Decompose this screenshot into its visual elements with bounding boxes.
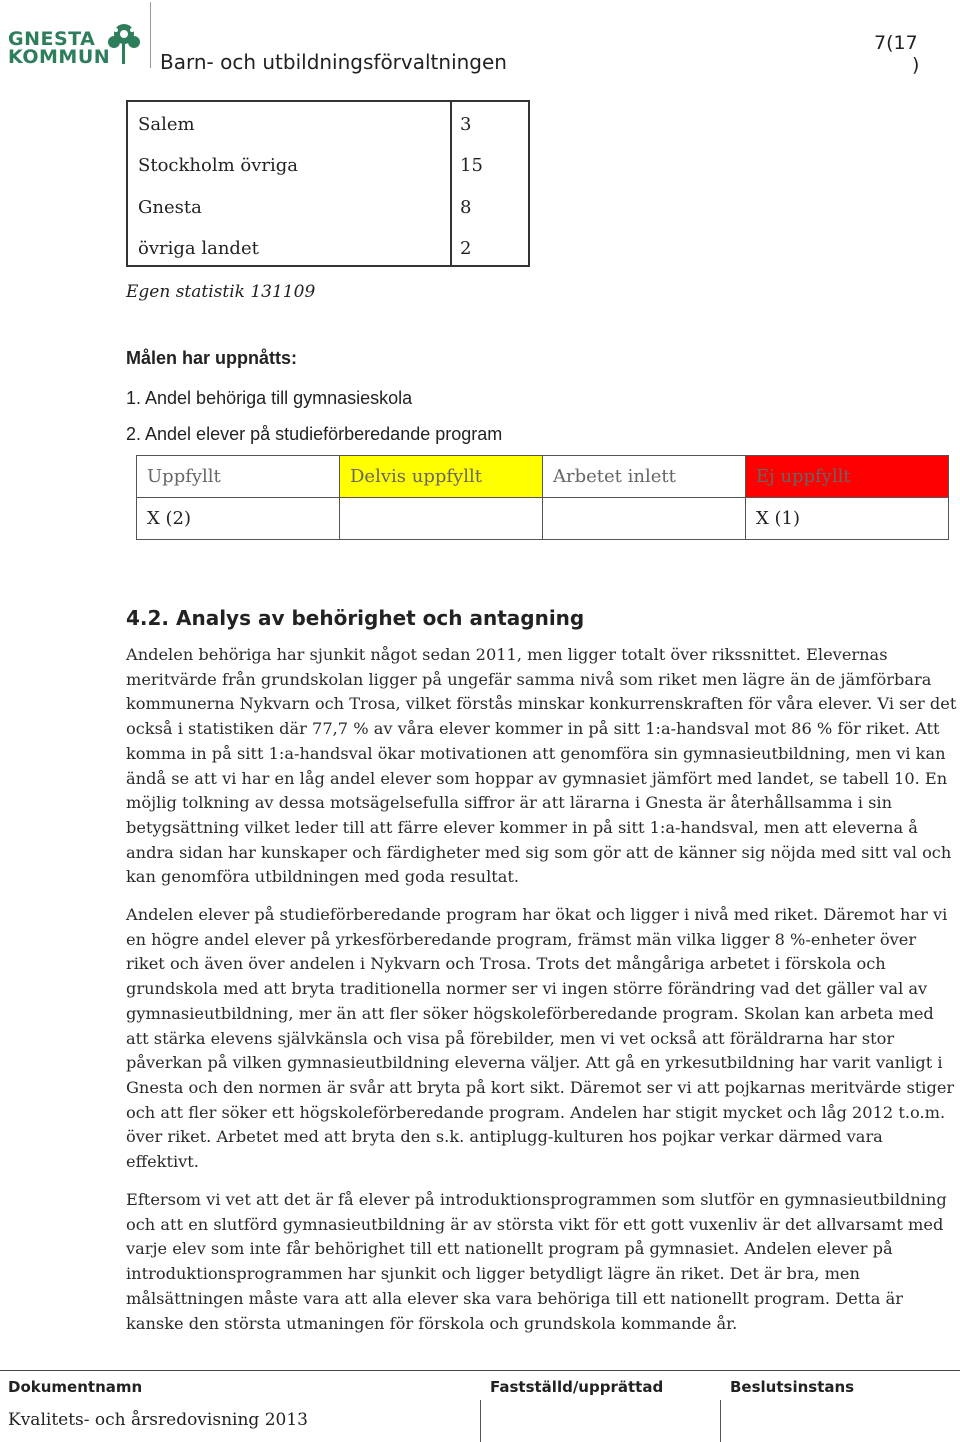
stats-row-value: 8 xyxy=(460,197,472,218)
status-value-started xyxy=(543,498,746,540)
goals-heading: Målen har uppnåtts: xyxy=(126,348,298,368)
footer-divider xyxy=(0,1370,960,1371)
footer-label-authority: Beslutsinstans xyxy=(730,1378,855,1396)
logo-line-2: KOMMUN xyxy=(8,46,111,68)
paragraph: Andelen elever på studieförberedande program har ökat och ligger i nivå med riket. Däremot har vi en högre andel elever på yrkesförberedande program, främst män vilka ligger 8 %-enheter över riket och även över andelen i Nykvarn och Trosa. Trots det mångåriga arbetet i förskola och grundskola med att bryta traditionella normer ser vi ingen större förändring vad det gäller val av gymnasieutbildning, mer än att fler söker högskoleförberedande program. Skolan kan arbeta med att stärka elevens självkänsla och visa på förebilder, men vi vet också att föräldrarna har stor påverkan på vilken gymnasieutbildning eleverna väljer. Att gå en yrkesutbildning har varit vanligt i Gnesta och den normen är svår att bryta på kort sikt. Däremot ser vi att pojkarnas meritvärde stiger och att fler söker ett högskoleförberedande program. Andelen har stigit mycket och låg 2012 t.o.m. över riket. Arbetet med att bryta den s.k. antiplugg-kulturen hos pojkar verkar därmed vara effektivt. xyxy=(126,905,955,1172)
logo-line-1: GNESTA xyxy=(8,28,96,50)
goal-status-table xyxy=(136,455,949,540)
footer-label-established: Fastställd/upprättad xyxy=(490,1378,664,1396)
status-value-fulfilled: X (2) xyxy=(137,498,340,540)
tree-logo-icon xyxy=(106,22,142,66)
status-header-fulfilled: Uppfyllt xyxy=(137,456,340,498)
footer-column-divider xyxy=(720,1400,721,1442)
status-header-started: Arbetet inlett xyxy=(543,456,746,498)
status-value-not-fulfilled: X (1) xyxy=(746,498,949,540)
stats-row-value: 3 xyxy=(460,114,472,135)
paragraph: Eftersom vi vet att det är få elever på introduktionsprogrammen som slutför en gymnasieutbildning och att en slutförd gymnasieutbildning är av största vikt för ett gott vuxenliv är det allvarsamt med varje elev som inte får behörighet till ett nationellt program på gymnasiet. Andelen elever på introduktionsprogrammen har sjunkit och ligger betydligt lägre än riket. Det är bra, men målsättningen måste vara att alla elever ska vara behöriga till ett nationellt program. Detta är kanske den största utmaningen för förskola och grundskola kommande år. xyxy=(126,1190,947,1333)
goal-item: 1. Andel behöriga till gymnasieskola xyxy=(126,388,413,408)
section-heading: 4.2. Analys av behörighet och antagning xyxy=(126,606,585,630)
paragraph: Andelen behöriga har sjunkit något sedan 2011, men ligger totalt över rikssnittet. Elevernas meritvärde från grundskolan ligger på ungefär samma nivå som riket men lägre än de jämförbara kommunerna Nykvarn och Trosa, vilket förstås minskar konkurrenskraften för våra elever. Vi ser det också i statistiken där 77,7 % av våra elever kommer in på sitt 1:a-handsval mot 86 % för riket. Att komma in på sitt 1:a-handsval ökar motivationen att genomföra sin gymnasieutbildning, men vi kan ändå se att vi har en låg andel elever som hoppar av gymnasiet jämfört med landet, se tabell 10. En möjlig tolkning av dessa motsägelsefulla siffror är att lärarna i Gnesta är återhållsamma i sin betygsättning vilket leder till att färre elever kommer in på sitt 1:a-handsval, men att eleverna å andra sidan har kunskaper och färdigheter med sig som gör att de känner sig nöjda med sitt val och kan genomföra utbildningen med goda resultat. xyxy=(126,645,957,887)
department-title: Barn- och utbildningsförvaltningen xyxy=(160,50,507,74)
stats-row-value: 15 xyxy=(460,155,483,176)
footer-column-divider xyxy=(480,1400,481,1442)
goal-item: 2. Andel elever på studieförberedande program xyxy=(126,424,503,444)
status-value-partly xyxy=(340,498,543,540)
header-divider xyxy=(150,2,151,68)
stats-table-divider xyxy=(450,100,452,267)
stats-row-name: Stockholm övriga xyxy=(138,155,298,176)
status-header-partly: Delvis uppfyllt xyxy=(340,456,543,498)
stats-row-value: 2 xyxy=(460,238,472,259)
municipality-logo xyxy=(8,30,110,66)
stats-caption: Egen statistik 131109 xyxy=(126,282,316,302)
footer-document-name: Kvalitets- och årsredovisning 2013 xyxy=(8,1410,308,1430)
page-number-value: 7(17 xyxy=(874,32,918,54)
stats-row-name: Salem xyxy=(138,114,195,135)
stats-row-name: övriga landet xyxy=(138,238,259,259)
page-number xyxy=(874,32,919,76)
stats-row-name: Gnesta xyxy=(138,197,202,218)
footer-label-document: Dokumentnamn xyxy=(8,1378,143,1396)
status-header-not-fulfilled: Ej uppfyllt xyxy=(746,456,949,498)
page-number-suffix: ) xyxy=(912,54,920,76)
